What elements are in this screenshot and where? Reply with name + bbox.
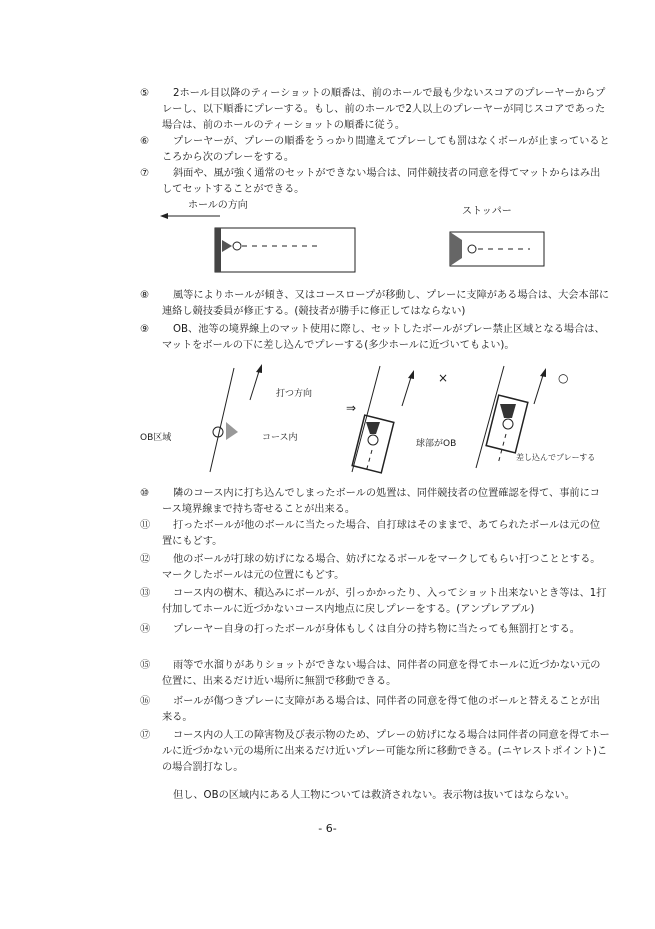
rule-number: ⑮ [140,660,151,671]
insert-arrow-icon: ⇒ [346,401,357,415]
rule-number: ⑩ [140,488,150,499]
rule-number: ⑯ [140,696,151,707]
rule-number: ⑭ [140,624,151,635]
stopper-label: ストッパー [462,206,512,217]
rule-text: 他のボールが打球の妨げになる場合、妨げになるボールをマークしてもらい打つこととする。マークしたボールは元の位置にもどす。 [162,554,601,581]
rule-text: プレーヤーが、プレーの順番をうっかり間違えてプレーしても罰はなくボールが止まっているところから次のプレーをする。 [162,136,610,163]
ob-area-label: OB区域 [140,433,172,443]
rule-text: コース内の人工の障害物及び表示物のため、プレーの妨げになる場合は同伴者の同意を得てホールに近づかない元の場所に出来るだけ近いプレー可能な所に移動できる。(ニヤレストポイント)この場合罰打なし。 [162,730,610,773]
shot-arrow [250,368,260,400]
mark-x: × [438,371,449,385]
shot-direction-label: 打つ方向 [276,389,313,399]
boundary-line [476,366,504,468]
mark-o: ○ [558,371,569,385]
ball-icon [233,242,241,250]
rule-text: 雨等で水溜りがありショットができない場合は、同伴者の同意を得てホールに近づかない元の位置に、出来るだけ近い場所に無罰で移動できる。 [162,660,601,687]
ob-note: 但し、OBの区域内にある人工物については救済されない。表示物は抜いてはならない。 [173,790,575,801]
shot-arrow [534,372,544,404]
shot-arrow [402,374,412,406]
rule-number: ⑨ [140,324,150,335]
rule-number: ⑬ [140,588,151,599]
shuttle-icon [500,404,516,418]
rule-number: ⑧ [140,290,150,301]
ball-ob-label: 球部がOB [416,439,457,449]
rule-number: ⑦ [140,168,150,179]
boundary-line [352,366,380,472]
rule-text: OB、池等の境界線上のマット使用に際し、セットしたボールがプレー禁止区域となる場合は、マットをボールの下に差し込んでプレーする(多少ホールに近づいてもよい)。 [162,324,605,351]
mat-edge [215,228,221,272]
rule-text: 斜面や、風が強く通常のセットができない場合は、同伴競技者の同意を得てマットからはみ出してセットすることができる。 [162,168,601,195]
figure-ob-boundary [140,360,610,480]
rule-text: 風等によりホールが傾き、又はコースロープが移動し、プレーに支障がある場合は、大会本部に連絡し競技委員が修正する。(競技者が勝手に修正してはならない) [162,290,610,317]
rule-text: コース内の樹木、積込みにボールが、引っかかったり、入ってショット出来ないとき等は、1打付加してホールに近づかないコース内地点に戻しプレーをする。(アンプレアブル) [162,588,607,615]
arrow-head-icon [408,370,414,379]
arrow-head-icon [540,368,546,377]
insert-play-label: 差し込んでプレーする [516,453,596,462]
rule-number: ⑫ [140,554,151,565]
rule-text: 2ホール目以降のティーショットの順番は、前のホールで最も少ないスコアのプレーヤーからプレーし、以下順番にプレーする。もし、前のホールで2人以上のプレーヤーが同じスコアであった場合は、前のホールのティーショットの順番に従う。 [162,88,606,131]
rule-text: 隣のコース内に打ち込んでしまったボールの処置は、同伴競技者の位置確認を得て、事前にコース境界線まで持ち寄せることが出来る。 [162,488,600,515]
ball-icon [468,245,476,253]
shuttle-icon [222,240,232,252]
rule-number: ⑤ [140,88,150,99]
hole-direction-label: ホールの方向 [188,200,248,211]
rule-text: 打ったボールが他のボールに当たった場合、自打球はそのままで、あてられたボールは元の位置にもどす。 [162,520,601,547]
rule-text: プレーヤー自身の打ったボールが身体もしくは自分の持ち物に当たっても無罰打とする。 [173,624,580,635]
course-inside-label: コース内 [262,433,298,443]
dash-line [366,450,372,472]
rule-text: ボールが傷つきプレーに支障がある場合は、同伴者の同意を得て他のボールと替えることが出来る。 [162,696,601,723]
stopper-icon [450,232,462,266]
page-number: - 6- [318,822,337,835]
ball-icon [503,419,513,429]
arrow-head-icon [256,364,262,373]
mat [486,395,528,453]
rule-number: ⑪ [140,520,151,531]
ball-icon [368,435,378,445]
shuttle-icon [366,422,380,434]
boundary-line [210,368,234,472]
arrow-head-icon [160,213,168,219]
shuttle-icon [226,422,238,440]
figure-mat-stopper [160,196,560,276]
rule-number: ⑥ [140,136,150,147]
rule-number: ⑰ [140,730,151,741]
